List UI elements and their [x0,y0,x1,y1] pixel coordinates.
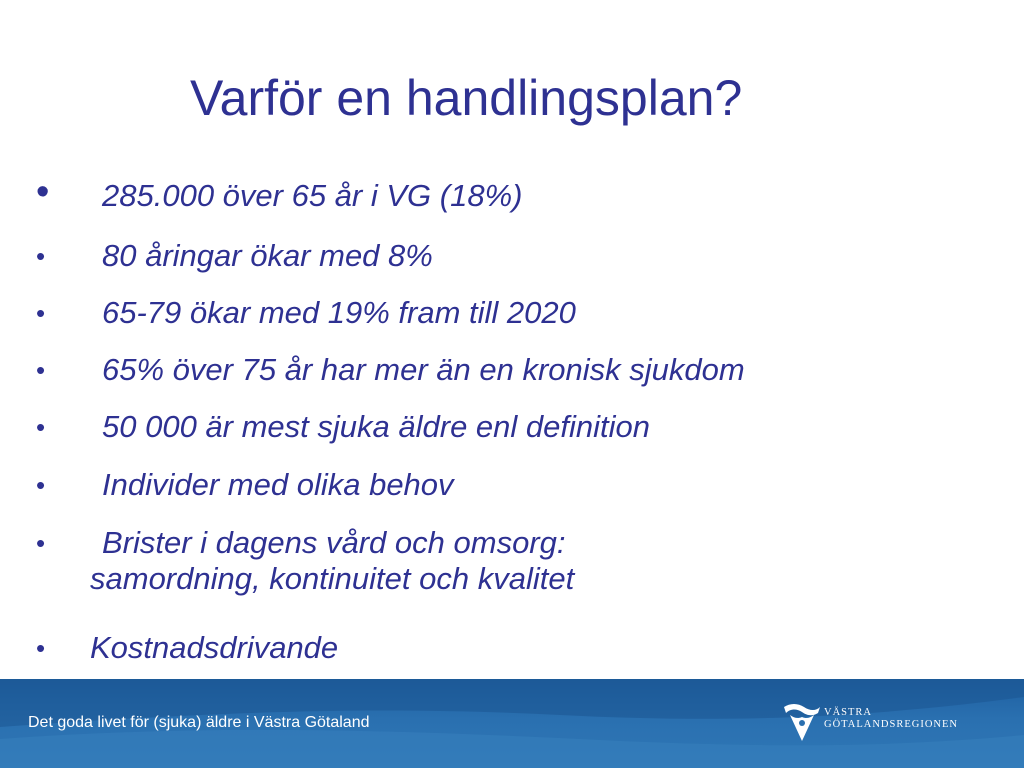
slide-title: Varför en handlingsplan? [190,70,743,126]
footer-bar [0,679,1024,768]
bullet-text: 80 åringar ökar med 8% [102,238,433,273]
bullet-marker: • [36,470,46,500]
bullet-text: Brister i dagens vård och omsorg: [102,525,566,560]
bullet-text: Kostnadsdrivande [90,630,339,665]
bullet-marker: • [36,355,46,385]
bullet-text: 285.000 över 65 år i VG (18%) [102,178,523,213]
organization-logo [782,701,982,747]
bullet-text: 50 000 är mest sjuka äldre enl definition [102,409,650,444]
bullet-marker: • [36,528,46,558]
bullet-marker: • [36,241,46,271]
bullet-marker: • [36,633,46,663]
bullet-text: 65-79 ökar med 19% fram till 2020 [102,295,576,330]
footer-caption: Det goda livet för (sjuka) äldre i Västra Götaland [28,714,370,731]
bullet-text: 65% över 75 år har mer än en kronisk sjukdom [102,352,745,387]
logo-wordmark [824,707,958,731]
logo-line-1: VÄSTRA [824,707,873,718]
vgr-logo-mark-icon [782,701,822,743]
bullet-marker: • [36,298,46,328]
bullet-text: Individer med olika behov [102,467,454,502]
logo-line-2: GÖTALANDSREGIONEN [824,719,958,730]
bullet-marker: • [36,171,50,213]
bullet-marker: • [36,412,46,442]
bullet-continuation-text: samordning, kontinuitet och kvalitet [90,561,575,596]
